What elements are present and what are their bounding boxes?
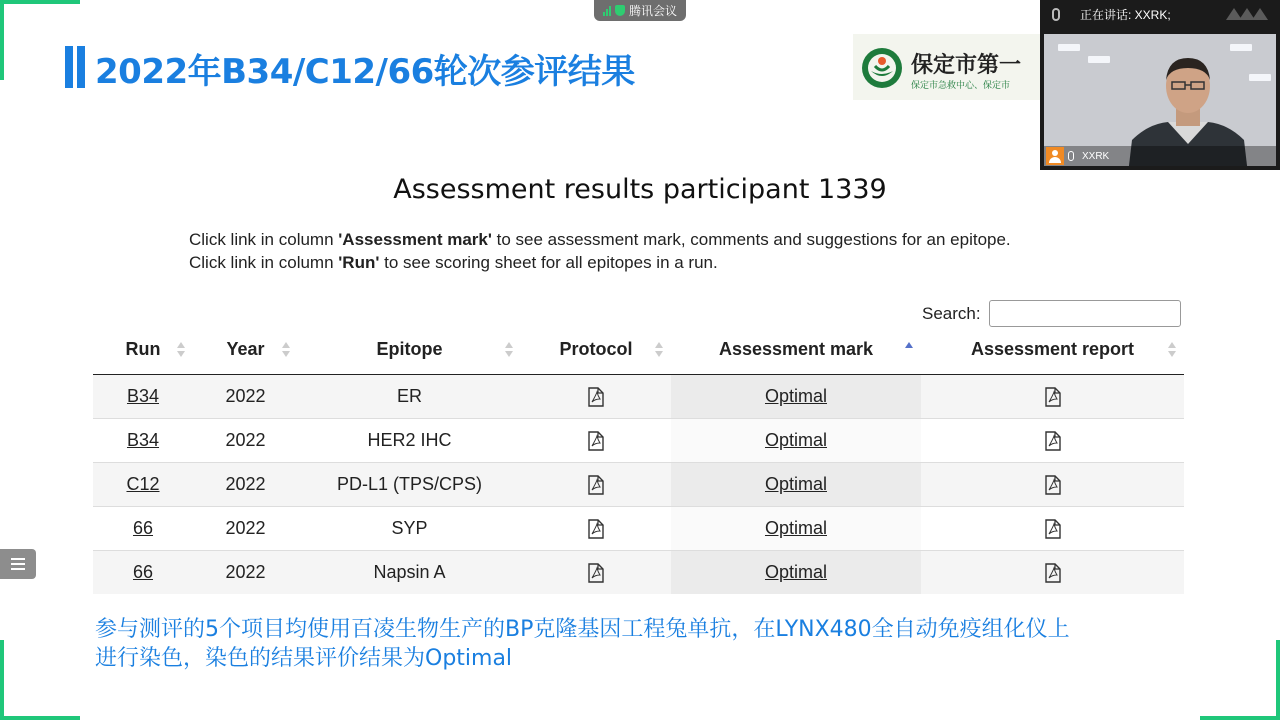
run-cell <box>93 506 193 550</box>
corner-bracket <box>0 716 80 720</box>
video-footer <box>1044 146 1276 166</box>
pdf-icon[interactable] <box>1045 562 1061 582</box>
table-row <box>93 506 1184 550</box>
table-header-row <box>93 326 1184 374</box>
year-cell: 2022 <box>193 506 298 550</box>
assessment-report-cell[interactable] <box>921 506 1184 550</box>
instruction-line-2 <box>189 251 1011 274</box>
meeting-status-pill[interactable] <box>594 0 686 21</box>
microphone-icon <box>1052 8 1060 21</box>
corner-bracket <box>0 0 80 4</box>
assessment-report-cell[interactable] <box>921 418 1184 462</box>
protocol-cell[interactable] <box>521 506 671 550</box>
year-cell: 2022 <box>193 462 298 506</box>
run-cell <box>93 374 193 418</box>
assessment-mark-link[interactable]: Optimal <box>764 517 827 538</box>
slide-title: 2022年B34/C12/66轮次参评结果 <box>95 52 635 92</box>
instruction-bold: 'Run' <box>338 253 380 272</box>
search-area <box>922 300 1181 327</box>
epitope-cell: HER2 IHC <box>298 418 521 462</box>
run-cell <box>93 462 193 506</box>
menu-line <box>11 558 25 560</box>
protocol-cell[interactable] <box>521 374 671 418</box>
avatar <box>1046 147 1064 165</box>
assessment-mark-link[interactable]: Optimal <box>764 561 827 582</box>
run-cell <box>93 418 193 462</box>
header-label: Assessment report <box>970 339 1135 360</box>
run-link[interactable]: 66 <box>132 561 154 582</box>
menu-line <box>11 563 25 565</box>
column-header-epitope[interactable] <box>298 326 521 374</box>
run-link[interactable]: B34 <box>126 385 160 406</box>
assessment-report-cell[interactable] <box>921 462 1184 506</box>
corner-bracket <box>0 640 4 720</box>
epitope-cell: SYP <box>298 506 521 550</box>
corner-bracket <box>0 0 4 80</box>
instruction-text: Click link in column <box>189 230 339 249</box>
ceiling-light <box>1249 74 1271 81</box>
instruction-bold: 'Assessment mark' <box>338 230 492 249</box>
instruction-text: to see assessment mark, comments and suggestions for an epitope. <box>491 230 1011 249</box>
run-link[interactable]: 66 <box>132 517 154 538</box>
header-label: Run <box>125 339 161 360</box>
participant-name: XXRK <box>1082 150 1110 162</box>
participant-video <box>1044 34 1276 166</box>
column-header-year[interactable] <box>193 326 298 374</box>
ceiling-light <box>1088 56 1110 63</box>
protocol-cell[interactable] <box>521 462 671 506</box>
microphone-icon <box>1068 151 1074 161</box>
side-menu-button[interactable] <box>0 549 36 579</box>
assessment-mark-link[interactable]: Optimal <box>764 473 827 494</box>
instruction-line-1 <box>189 228 1011 251</box>
assessment-report-cell[interactable] <box>921 374 1184 418</box>
pdf-icon[interactable] <box>588 473 604 493</box>
pdf-icon[interactable] <box>1045 429 1061 449</box>
header-label: Protocol <box>559 339 633 360</box>
ceiling-light <box>1058 44 1080 51</box>
year-cell: 2022 <box>193 418 298 462</box>
hospital-logo <box>853 34 1043 100</box>
slide-footer-text <box>95 615 1195 673</box>
table-row <box>93 550 1184 594</box>
footer-line: 参与测评的5个项目均使用百凌生物生产的BP克隆基因工程兔单抗，在LYNX480全自动免疫组化仪上 <box>95 617 1070 642</box>
assessment-mark-cell <box>671 374 921 418</box>
assessment-mark-link[interactable]: Optimal <box>764 429 827 450</box>
sort-ascending-icon <box>905 342 913 350</box>
pdf-icon[interactable] <box>588 562 604 582</box>
assessment-mark-cell <box>671 418 921 462</box>
assessment-mark-cell <box>671 550 921 594</box>
column-header-assessment-mark[interactable] <box>671 326 921 374</box>
title-accent-bar <box>65 46 85 88</box>
pdf-icon[interactable] <box>1045 517 1061 537</box>
header-label: Assessment mark <box>718 339 874 360</box>
assessment-mark-link[interactable]: Optimal <box>764 385 827 406</box>
protocol-cell[interactable] <box>521 418 671 462</box>
corner-bracket <box>1276 640 1280 720</box>
pdf-icon[interactable] <box>1045 385 1061 405</box>
instruction-text: to see scoring sheet for all epitopes in a run. <box>379 253 718 272</box>
sort-icon <box>177 342 185 358</box>
pdf-icon[interactable] <box>588 517 604 537</box>
epitope-cell: Napsin A <box>298 550 521 594</box>
column-header-run[interactable] <box>93 326 193 374</box>
shield-icon <box>615 5 625 16</box>
watermark-icon <box>1226 8 1268 20</box>
year-cell: 2022 <box>193 550 298 594</box>
hospital-subtitle: 保定市急救中心、保定市 <box>911 81 1011 91</box>
pdf-icon[interactable] <box>1045 473 1061 493</box>
signal-icon <box>603 6 611 16</box>
column-header-assessment-report[interactable] <box>921 326 1184 374</box>
table-row <box>93 418 1184 462</box>
protocol-cell[interactable] <box>521 550 671 594</box>
sort-icon <box>505 342 513 358</box>
assessment-mark-cell <box>671 506 921 550</box>
hospital-emblem-icon <box>861 47 903 89</box>
pdf-icon[interactable] <box>588 429 604 449</box>
table-row <box>93 374 1184 418</box>
run-link[interactable]: C12 <box>126 473 160 494</box>
meeting-app-name: 腾讯会议 <box>628 4 677 18</box>
video-header <box>1040 0 1280 28</box>
instructions <box>189 228 1011 274</box>
corner-bracket <box>1200 716 1280 720</box>
hospital-name: 保定市第一 <box>911 52 1022 78</box>
assessment-mark-cell <box>671 462 921 506</box>
epitope-cell: PD-L1 (TPS/CPS) <box>298 462 521 506</box>
header-label: Year <box>226 339 265 360</box>
instruction-text: Click link in column <box>189 253 339 272</box>
column-header-protocol[interactable] <box>521 326 671 374</box>
table-row <box>93 462 1184 506</box>
pdf-icon[interactable] <box>588 385 604 405</box>
sort-icon <box>655 342 663 358</box>
year-cell: 2022 <box>193 374 298 418</box>
search-input[interactable] <box>989 300 1181 327</box>
speaking-label: 正在讲话: XXRK; <box>1080 7 1171 22</box>
menu-line <box>11 568 25 570</box>
assessment-report-cell[interactable] <box>921 550 1184 594</box>
epitope-cell: ER <box>298 374 521 418</box>
page-heading: Assessment results participant 1339 <box>393 174 887 205</box>
sort-icon <box>1168 342 1176 358</box>
header-label: Epitope <box>376 339 443 360</box>
run-link[interactable]: B34 <box>126 429 160 450</box>
results-table <box>93 326 1184 594</box>
video-panel[interactable] <box>1040 0 1280 170</box>
search-label: Search: <box>922 303 981 323</box>
footer-line: 进行染色，染色的结果评价结果为Optimal <box>95 646 513 671</box>
run-cell <box>93 550 193 594</box>
sort-icon <box>282 342 290 358</box>
